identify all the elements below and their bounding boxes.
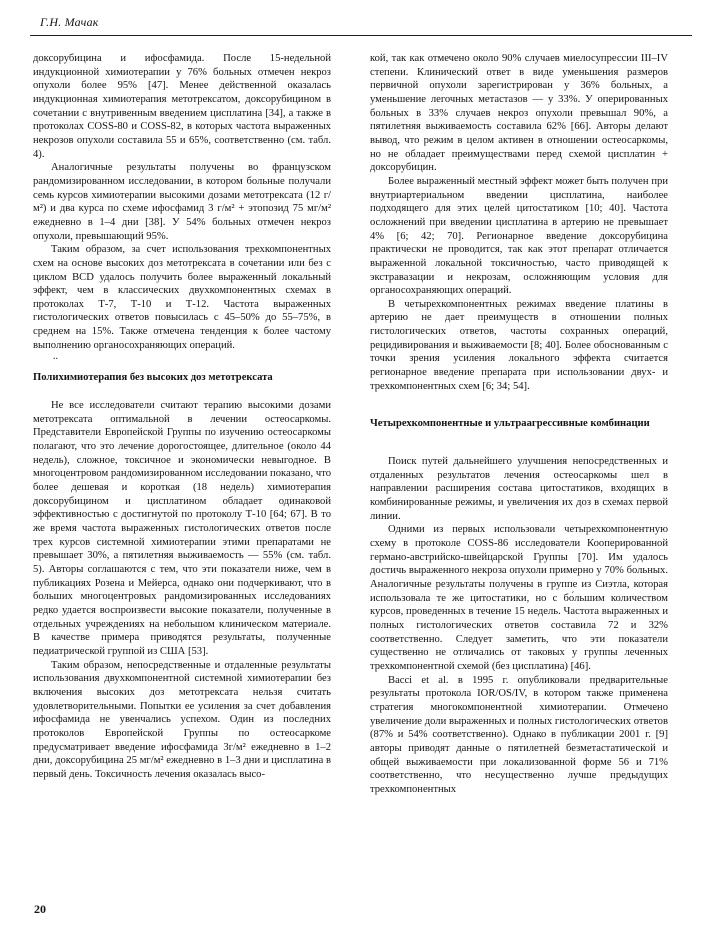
section-heading: Полихимиотерапия без высоких доз метотрексата — [33, 372, 273, 384]
section-heading: Четырехкомпонентные и ультраагрессивные комбинации — [370, 418, 650, 430]
paragraph: Не все исследователи считают терапию высокими дозами метотрексата оптимальной в лечении остеосаркомы. Представители Европейской Группы по изучению остеосаркомы полагают, что это лечение дорогостоящее, длительное (около 44 недель), сложное, токсичное и экономически невыгодное. В многоцентровом рандомизированном исследовании показано, что более дешевая и короткая (18 недель) химиотерапия доксорубицином и цисплатином обладает одинаковой эффективностью с достигнутой по протоколу Т-10 [64; 67]. В то же время частота выраженных гистологических ответов после трех курсов системной химиотерапии этими препаратами не превышает 30%, а пятилетняя выживаемость — 55% (см. табл. 5). Авторы соглашаются с тем, что эти показатели ниже, чем в публикациях Розена и Мейерса, однако они подчеркивают, что в больших многоцентровых рандомизированных исследованиях редко удается воспроизвести высокие показатели, полученные в отдельных учреждениях на небольшом клиническом материале. В качестве примера приводятся результаты, полученные педиатрической группой из США [53]. — [33, 400, 331, 657]
paragraph: Таким образом, непосредственные и отдаленные результаты использования двухкомпонентной системной химиотерапии без включения высоких доз метотрексата нельзя считать удовлетворительными. Попытки ее усиления за счет добавления ифосфамида не увенчались успехом. Один из последних протоколов Европейской Группы по остеосаркоме предусматривает введение ифосфамида 3г/м² ежедневно в 1–2 дни, доксорубицина 25 мг/м² ежедневно в 1–3 дни и цисплатина в первый день. Токсичность лечения оказалась высо- — [33, 659, 331, 780]
running-head-author: Г.Н. Мачак — [40, 15, 99, 29]
header-rule — [30, 35, 692, 36]
spacer — [370, 393, 668, 417]
paragraph: В четырехкомпонентных режимах введение платины в артерию не дает преимуществ в отношении полных гистологических ответов, частоты сохранных операций, рецидивирования и выживаемости [8; 40]. Более обоснованным с точки зрения усиления локального эффекта считается регионарное введение препарата при использовании двух- и трехкомпонентных схем [6; 34; 54]. — [370, 298, 668, 392]
paragraph: доксорубицина и ифосфамида. После 15-недельной индукционной химиотерапии у 76% больных отмечен некроз опухоли более 95% [47]. Менее действенной оказалась индукционная химиотерапия метотрексатом, доксорубицином в сочетании с внутривенным введением цисплатина [34], а также в протоколах COSS-80 и COSS-82, в которых частота выраженных некрозов опухоли составила 55 и 65%, соответственно (см. табл. 4). — [33, 53, 331, 160]
paragraph: Таким образом, за счет использования трехкомпонентных схем на основе высоких доз метотрексата в сочетании или без с циклом BCD удалось получить более выраженный локальный эффект, чем в классических двухкомпонентных схемах в протоколах Т-7, Т-10 и Т-12. Частота выраженных гистологических ответов повысилась с 45–50% до 55–75%, в среднем на 15%. Также отмечена тенденция к более частому выполнению органосохраняющих операций. — [33, 244, 331, 351]
page-number: 20 — [34, 902, 46, 916]
spacer — [33, 385, 331, 399]
left-column — [33, 52, 331, 781]
spacer — [33, 364, 331, 371]
paragraph: Bacci et al. в 1995 г. опубликовали предварительные результаты протокола IOR/OS/IV, в котором также применена стратегия многокомпонентной химиотерапии. Отмечено увеличение доли выраженных и полных гистологических ответов (87% и 54% соответственно). Однако в публикации 2001 г. [9] авторы приводят данные о пятилетней безметастатической и общей выживаемости при локализованной форме 56 и 71% соответственно, что несущественно лучше предыдущих трехкомпонентных — [370, 674, 668, 795]
paragraph: Одними из первых использовали четырехкомпонентную схему в протоколе COSS-86 исследователи Кооперированной германо-австрийско-швейцарской Группы [70]. Им удалось достичь выраженного некроза опухоли примерно у 70% больных. Аналогичные результаты получены в группе из Сиэтла, которая использовала те же цитостатики, но с бо́льшим количеством курсов, проведенных в течение 15 недель. Частота выраженных и полных гистологических ответов составила 72 и 32% соответственно. Следует заметить, что эти показатели существенно не отличались от таковых у группы леченных трехкомпонентной схемой (без цисплатина) [46]. — [370, 524, 668, 672]
paragraph: Аналогичные результаты получены во французском рандомизированном исследовании, в котором больные получали семь курсов химиотерапии высокими дозами метотрексата (12 г/м²) и два курса по схеме ифосфамид 3 г/м² + этопозид 75 мг/м² ежедневно в 1–4 дни [38]. У 54% больных отмечен некроз опухоли, превышающий 95%. — [33, 162, 331, 242]
paragraph: кой, так как отмечено около 90% случаев миелосупрессии III–IV степени. Клинический ответ в виде уменьшения размеров первичной опухоли зарегистрирован у 36% больных, а уменьшение легочных метастазов — у 33%. У оперированных больных в 33% случаев некроз опухоли превышал 90%, а пятилетняя выживаемость составила 62% [66]. Авторы делают вывод, что режим в целом активен в отношении остеосаркомы, но не обладает преимуществами перед схемой цисплатин + доксорубицин. — [370, 53, 668, 174]
paragraph: Более выраженный местный эффект может быть получен при внутриартериальном введении цисплатина, наиболее подходящего для этих целей цитостатиком [10; 40]. Частота осложнений при введении цисплатина в артерию не превышает 4% [6; 42; 70]. Регионарное введение доксорубицина практически не проводится, так как этот препарат отличается выраженной локальной токсичностью, часто приводящей к экстравазации и некрозам, осложняющим условия для органосохраняющих операций. — [370, 175, 668, 297]
paragraph: Поиск путей дальнейшего улучшения непосредственных и отдаленных результатов лечения остеосаркомы шел в направлении расширения состава цитостатиков, входящих в комбинированные режимы, и увеличения их доз в схемах первой линии. — [370, 456, 668, 522]
stray-dots: .. — [53, 351, 58, 363]
spacer — [370, 431, 668, 455]
right-column — [370, 52, 668, 796]
